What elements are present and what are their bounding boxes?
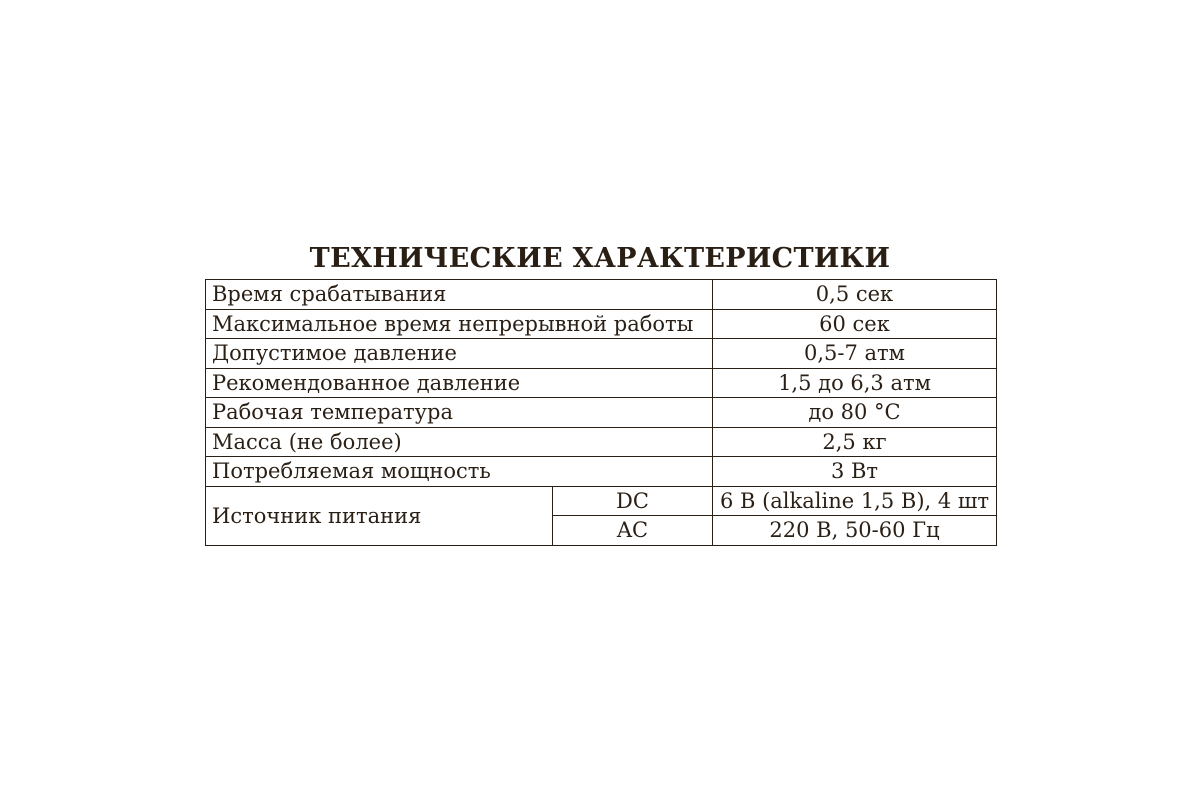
power-value-dc: 6 В (alkaline 1,5 В), 4 шт (713, 486, 997, 516)
spec-label: Потребляемая мощность (206, 457, 713, 487)
table-row (206, 368, 997, 398)
spec-value: 60 сек (713, 309, 997, 339)
specifications-table (205, 279, 997, 546)
spec-label: Допустимое давление (206, 339, 713, 369)
power-type-dc: DC (553, 486, 713, 516)
power-source-label: Источник питания (206, 486, 553, 545)
spec-value: 2,5 кг (713, 427, 997, 457)
table-row (206, 280, 997, 310)
spec-value: 0,5-7 атм (713, 339, 997, 369)
spec-label: Рабочая температура (206, 398, 713, 428)
power-value-ac: 220 В, 50-60 Гц (713, 516, 997, 546)
spec-value: до 80 °C (713, 398, 997, 428)
spec-label: Масса (не более) (206, 427, 713, 457)
power-type-ac: AC (553, 516, 713, 546)
page-title: ТЕХНИЧЕСКИЕ ХАРАКТЕРИСТИКИ (309, 243, 891, 274)
table-row (206, 398, 997, 428)
spec-value: 1,5 до 6,3 атм (713, 368, 997, 398)
spec-value: 0,5 сек (713, 280, 997, 310)
table-row (206, 339, 997, 369)
spec-label: Рекомендованное давление (206, 368, 713, 398)
table-row (206, 309, 997, 339)
spec-label: Время срабатывания (206, 280, 713, 310)
spec-label: Максимальное время непрерывной работы (206, 309, 713, 339)
table-row (206, 427, 997, 457)
spec-value: 3 Вт (713, 457, 997, 487)
table-row (206, 486, 997, 516)
table-row (206, 457, 997, 487)
